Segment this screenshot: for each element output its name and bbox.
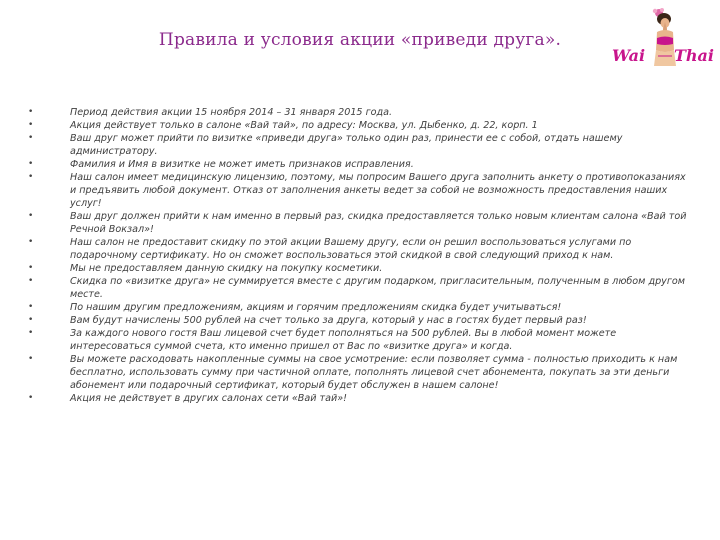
bullet-icon: • [28, 133, 34, 143]
list-item [28, 353, 692, 392]
list-item [28, 392, 692, 405]
list-item [28, 327, 692, 353]
rules-list [28, 106, 692, 405]
page-title: Правила и условия акции «приведи друга». [158, 30, 562, 50]
rule-text: Вы можете расходовать накопленные суммы на свое усмотрение: если позволяет сумма - полностью приходить к нам бесплатно, использовать сумму при частичной оплате, пополнять лицевой счет абонемента, покупать за эти деньги абонемент или подарочный сертификат, который будет обслужен в нашем салоне! [70, 354, 678, 391]
bullet-icon: • [28, 393, 34, 403]
bullet-icon: • [28, 237, 34, 247]
wai-thai-logo [612, 6, 716, 72]
list-item [28, 262, 692, 275]
logo-word-right: Thai [674, 46, 714, 65]
list-item [28, 301, 692, 314]
list-item [28, 106, 692, 119]
rule-text: За каждого нового гостя Ваш лицевой счет будет пополняться на 500 рублей. Вы в любой момент можете интересоваться суммой счета, кто именно пришел от Вас по «визитке друга» и когда. [70, 328, 617, 352]
bullet-icon: • [28, 328, 34, 338]
rule-text: Фамилия и Имя в визитке не может иметь признаков исправления. [70, 159, 414, 170]
bullet-icon: • [28, 211, 34, 221]
rule-text: Наш салон не предоставит скидку по этой акции Вашему другу, если он решил воспользоваться услугами по подарочному сертификату. Но он сможет воспользоваться этой скидкой в свой следующий приход к нам. [70, 237, 632, 261]
logo-word-left: Wai [612, 46, 646, 65]
rule-text: Ваш друг может прийти по визитке «приведи друга» только один раз, принести ее с собой, отдать нашему администратору. [70, 133, 623, 157]
list-item [28, 236, 692, 262]
list-item [28, 210, 692, 236]
rule-text: По нашим другим предложениям, акциям и горячим предложениям скидка будет учитываться! [70, 302, 562, 313]
list-item [28, 171, 692, 210]
bullet-icon: • [28, 159, 34, 169]
bullet-icon: • [28, 302, 34, 312]
bullet-icon: • [28, 172, 34, 182]
bullet-icon: • [28, 107, 34, 117]
rule-text: Акция не действует в других салонах сети «Вай тай»! [70, 393, 348, 404]
list-item [28, 275, 692, 301]
bullet-icon: • [28, 120, 34, 130]
list-item [28, 119, 692, 132]
bullet-icon: • [28, 263, 34, 273]
rule-text: Мы не предоставляем данную скидку на покупку косметики. [70, 263, 383, 274]
rule-text: Акция действует только в салоне «Вай тай», по адресу: Москва, ул. Дыбенко, д. 22, корп. 1 [70, 120, 538, 131]
rule-text: Ваш друг должен прийти к нам именно в первый раз, скидка предоставляется только новым клиентам салона «Вай той Речной Вокзал»! [70, 211, 687, 235]
rule-text: Вам будут начислены 500 рублей на счет только за друга, который у нас в гостях будет первый раз! [70, 315, 587, 326]
bullet-icon: • [28, 315, 34, 325]
rule-text: Период действия акции 15 ноября 2014 – 31 января 2015 года. [70, 107, 393, 118]
list-item [28, 314, 692, 327]
list-item [28, 158, 692, 171]
bullet-icon: • [28, 276, 34, 286]
list-item [28, 132, 692, 158]
bullet-icon: • [28, 354, 34, 364]
rule-text: Скидка по «визитке друга» не суммируется вместе с другим подарком, пригласительным, полученным в любом другом месте. [70, 276, 686, 300]
rule-text: Наш салон имеет медицинскую лицензию, поэтому, мы попросим Вашего друга заполнить анкету о противопоказаниях и предъявить любой документ. Отказ от заполнения анкеты ведет за собой не возможность предоставления наших услуг! [70, 172, 686, 209]
